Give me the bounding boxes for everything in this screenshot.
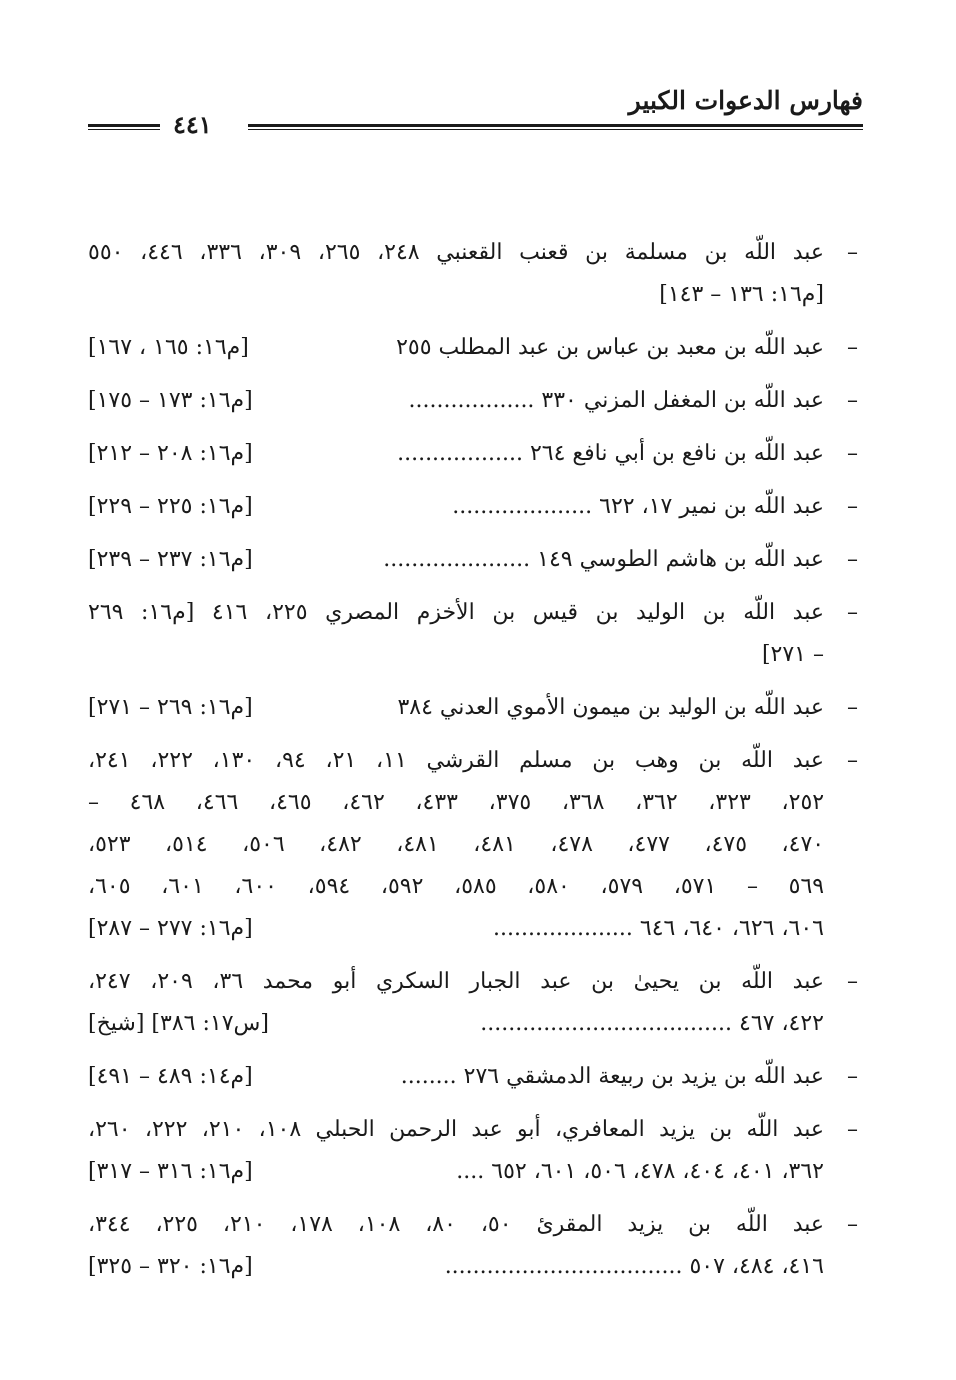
entry-text: ٦٠٦، ٦٢٦، ٦٤٠، ٦٤٦ .................... [493, 916, 824, 941]
entry-row [88, 1056, 824, 1098]
entry-text: عبد اللّه بن هاشم الطوسي ١٤٩ ..................... [383, 547, 824, 572]
entry-dash: – [847, 695, 858, 720]
entry-row [88, 433, 824, 475]
entry-line: عبد اللّه بن يزيد المعافري، أبو عبد الرحمن الحبلي ١٠٨، ٢١٠، ٢٢٢، ٢٦٠، [88, 1117, 824, 1142]
entry-text: عبد اللّه بن نافع بن أبي نافع ٢٦٤ .................. [397, 441, 824, 466]
index-entry [88, 232, 858, 316]
entry-row [88, 486, 824, 528]
index-entry [88, 740, 858, 950]
entry-dash: – [847, 969, 858, 994]
entry-row [88, 1246, 824, 1288]
entry-text: ٤١٦، ٤٨٤، ٥٠٧ .................................. [444, 1254, 824, 1279]
entry-line: [م١٦: ١٣٦ – ١٤٣] [659, 282, 824, 307]
entry-reference: [م١٦: ٢٣٧ – ٢٣٩] [88, 547, 253, 572]
entry-text: عبد اللّه بن الوليد بن ميمون الأموي العدني ٣٨٤ [397, 695, 824, 720]
entry-reference: [م١٦: ٢٠٨ – ٢١٢] [88, 441, 253, 466]
entry-dash: – [847, 1064, 858, 1089]
entry-row [88, 687, 824, 729]
entry-text: عبد اللّه بن يزيد بن ربيعة الدمشقي ٢٧٦ ........ [400, 1064, 824, 1089]
entry-reference: [م١٦: ١٧٣ – ١٧٥] [88, 388, 253, 413]
entry-reference: [م١٦: ٢٢٥ – ٢٢٩] [88, 494, 253, 519]
entry-row [88, 380, 824, 422]
entry-reference: [س١٧: ٣٨٦] [شيخ] [88, 1011, 269, 1036]
entry-dash: – [847, 335, 858, 360]
index-entry [88, 486, 858, 528]
index-entry [88, 1109, 858, 1193]
entry-row [88, 1151, 824, 1193]
entry-line: – ٢٧١] [761, 642, 824, 667]
entry-line: ٥٦٩ – ٥٧١، ٥٧٩، ٥٨٠، ٥٨٥، ٥٩٢، ٥٩٤، ٦٠٠، ٦٠١، ٦٠٥، [88, 874, 824, 899]
entry-text: ٣٦٢، ٤٠١، ٤٠٤، ٤٧٨، ٥٠٦، ٦٠١، ٦٥٢ .... [456, 1159, 824, 1184]
entry-text: عبد اللّه بن المغفل المزني ٣٣٠ .................. [408, 388, 824, 413]
book-title: فهارس الدعوات الكبير [628, 86, 863, 115]
entry-reference: [م١٤: ٤٨٩ – ٤٩١] [88, 1064, 253, 1089]
entry-dash: – [847, 240, 858, 265]
entry-dash: – [847, 441, 858, 466]
entry-reference: [م١٦: ٢٧٧ – ٢٨٧] [88, 916, 253, 941]
entry-reference: [م١٦: ٢٦٩ – ٢٧١] [88, 695, 253, 720]
entry-dash: – [847, 1212, 858, 1237]
index-entry [88, 433, 858, 475]
header-rule-short [88, 124, 160, 130]
entry-row [88, 908, 824, 950]
index-entry [88, 380, 858, 422]
entry-dash: – [847, 600, 858, 625]
page-number: ٤٤١ [173, 110, 212, 139]
entry-reference: [م١٦: ٣١٦ – ٣١٧] [88, 1159, 253, 1184]
index-entry [88, 687, 858, 729]
entry-line: عبد اللّه بن وهب بن مسلم القرشي ١١، ٢١، ٩٤، ١٣٠، ٢٢٢، ٢٤١، [88, 748, 824, 773]
entry-line: عبد اللّه بن الوليد بن قيس بن الأخزم المصري ٢٢٥، ٤١٦ [م١٦: ٢٦٩ [88, 600, 824, 625]
index-entry [88, 327, 858, 369]
entry-dash: – [847, 388, 858, 413]
entry-text: ٤٢٢، ٤٦٧ .................................... [480, 1011, 824, 1036]
entry-dash: – [847, 748, 858, 773]
entry-dash: – [847, 494, 858, 519]
entry-line: عبد اللّه بن يحيىٰ بن عبد الجبار السكري أبو محمد ٣٦، ٢٠٩، ٢٤٧، [88, 969, 824, 994]
entry-line: ٤٧٠، ٤٧٥، ٤٧٧، ٤٧٨، ٤٨١، ٤٨١، ٤٨٢، ٥٠٦، ٥١٤، ٥٢٣، [88, 832, 824, 857]
entry-line: عبد اللّه بن يزيد المقرئ ٥٠، ٨٠، ١٠٨، ١٧٨، ٢١٠، ٢٢٥، ٣٤٤، [88, 1212, 824, 1237]
entry-reference: [م١٦: ٣٢٠ – ٣٢٥] [88, 1254, 253, 1279]
index-entries [88, 232, 858, 1299]
entry-text: عبد اللّه بن معبد بن عباس بن عبد المطلب ٢٥٥ [396, 335, 824, 360]
index-entry [88, 1056, 858, 1098]
entry-text: عبد اللّه بن نمير ١٧، ٦٢٢ .................... [452, 494, 824, 519]
index-entry [88, 1204, 858, 1288]
entry-row [88, 327, 824, 369]
entry-row [88, 539, 824, 581]
entry-dash: – [847, 1117, 858, 1142]
index-entry [88, 592, 858, 676]
index-entry [88, 961, 858, 1045]
header-rule [248, 124, 863, 130]
entry-line: عبد اللّه بن مسلمة بن قعنب القعنبي ٢٤٨، ٢٦٥، ٣٠٩، ٣٣٦، ٤٤٦، ٥٥٠ [88, 240, 824, 265]
entry-line: ٢٥٢، ٣٢٣، ٣٦٢، ٣٦٨، ٣٧٥، ٤٣٣، ٤٦٢، ٤٦٥، ٤٦٦، ٤٦٨ – [88, 790, 824, 815]
entry-dash: – [847, 547, 858, 572]
page-header [88, 82, 863, 139]
entry-reference: [م١٦: ١٦٥ ، ١٦٧] [88, 335, 249, 360]
index-entry [88, 539, 858, 581]
entry-row [88, 1003, 824, 1045]
